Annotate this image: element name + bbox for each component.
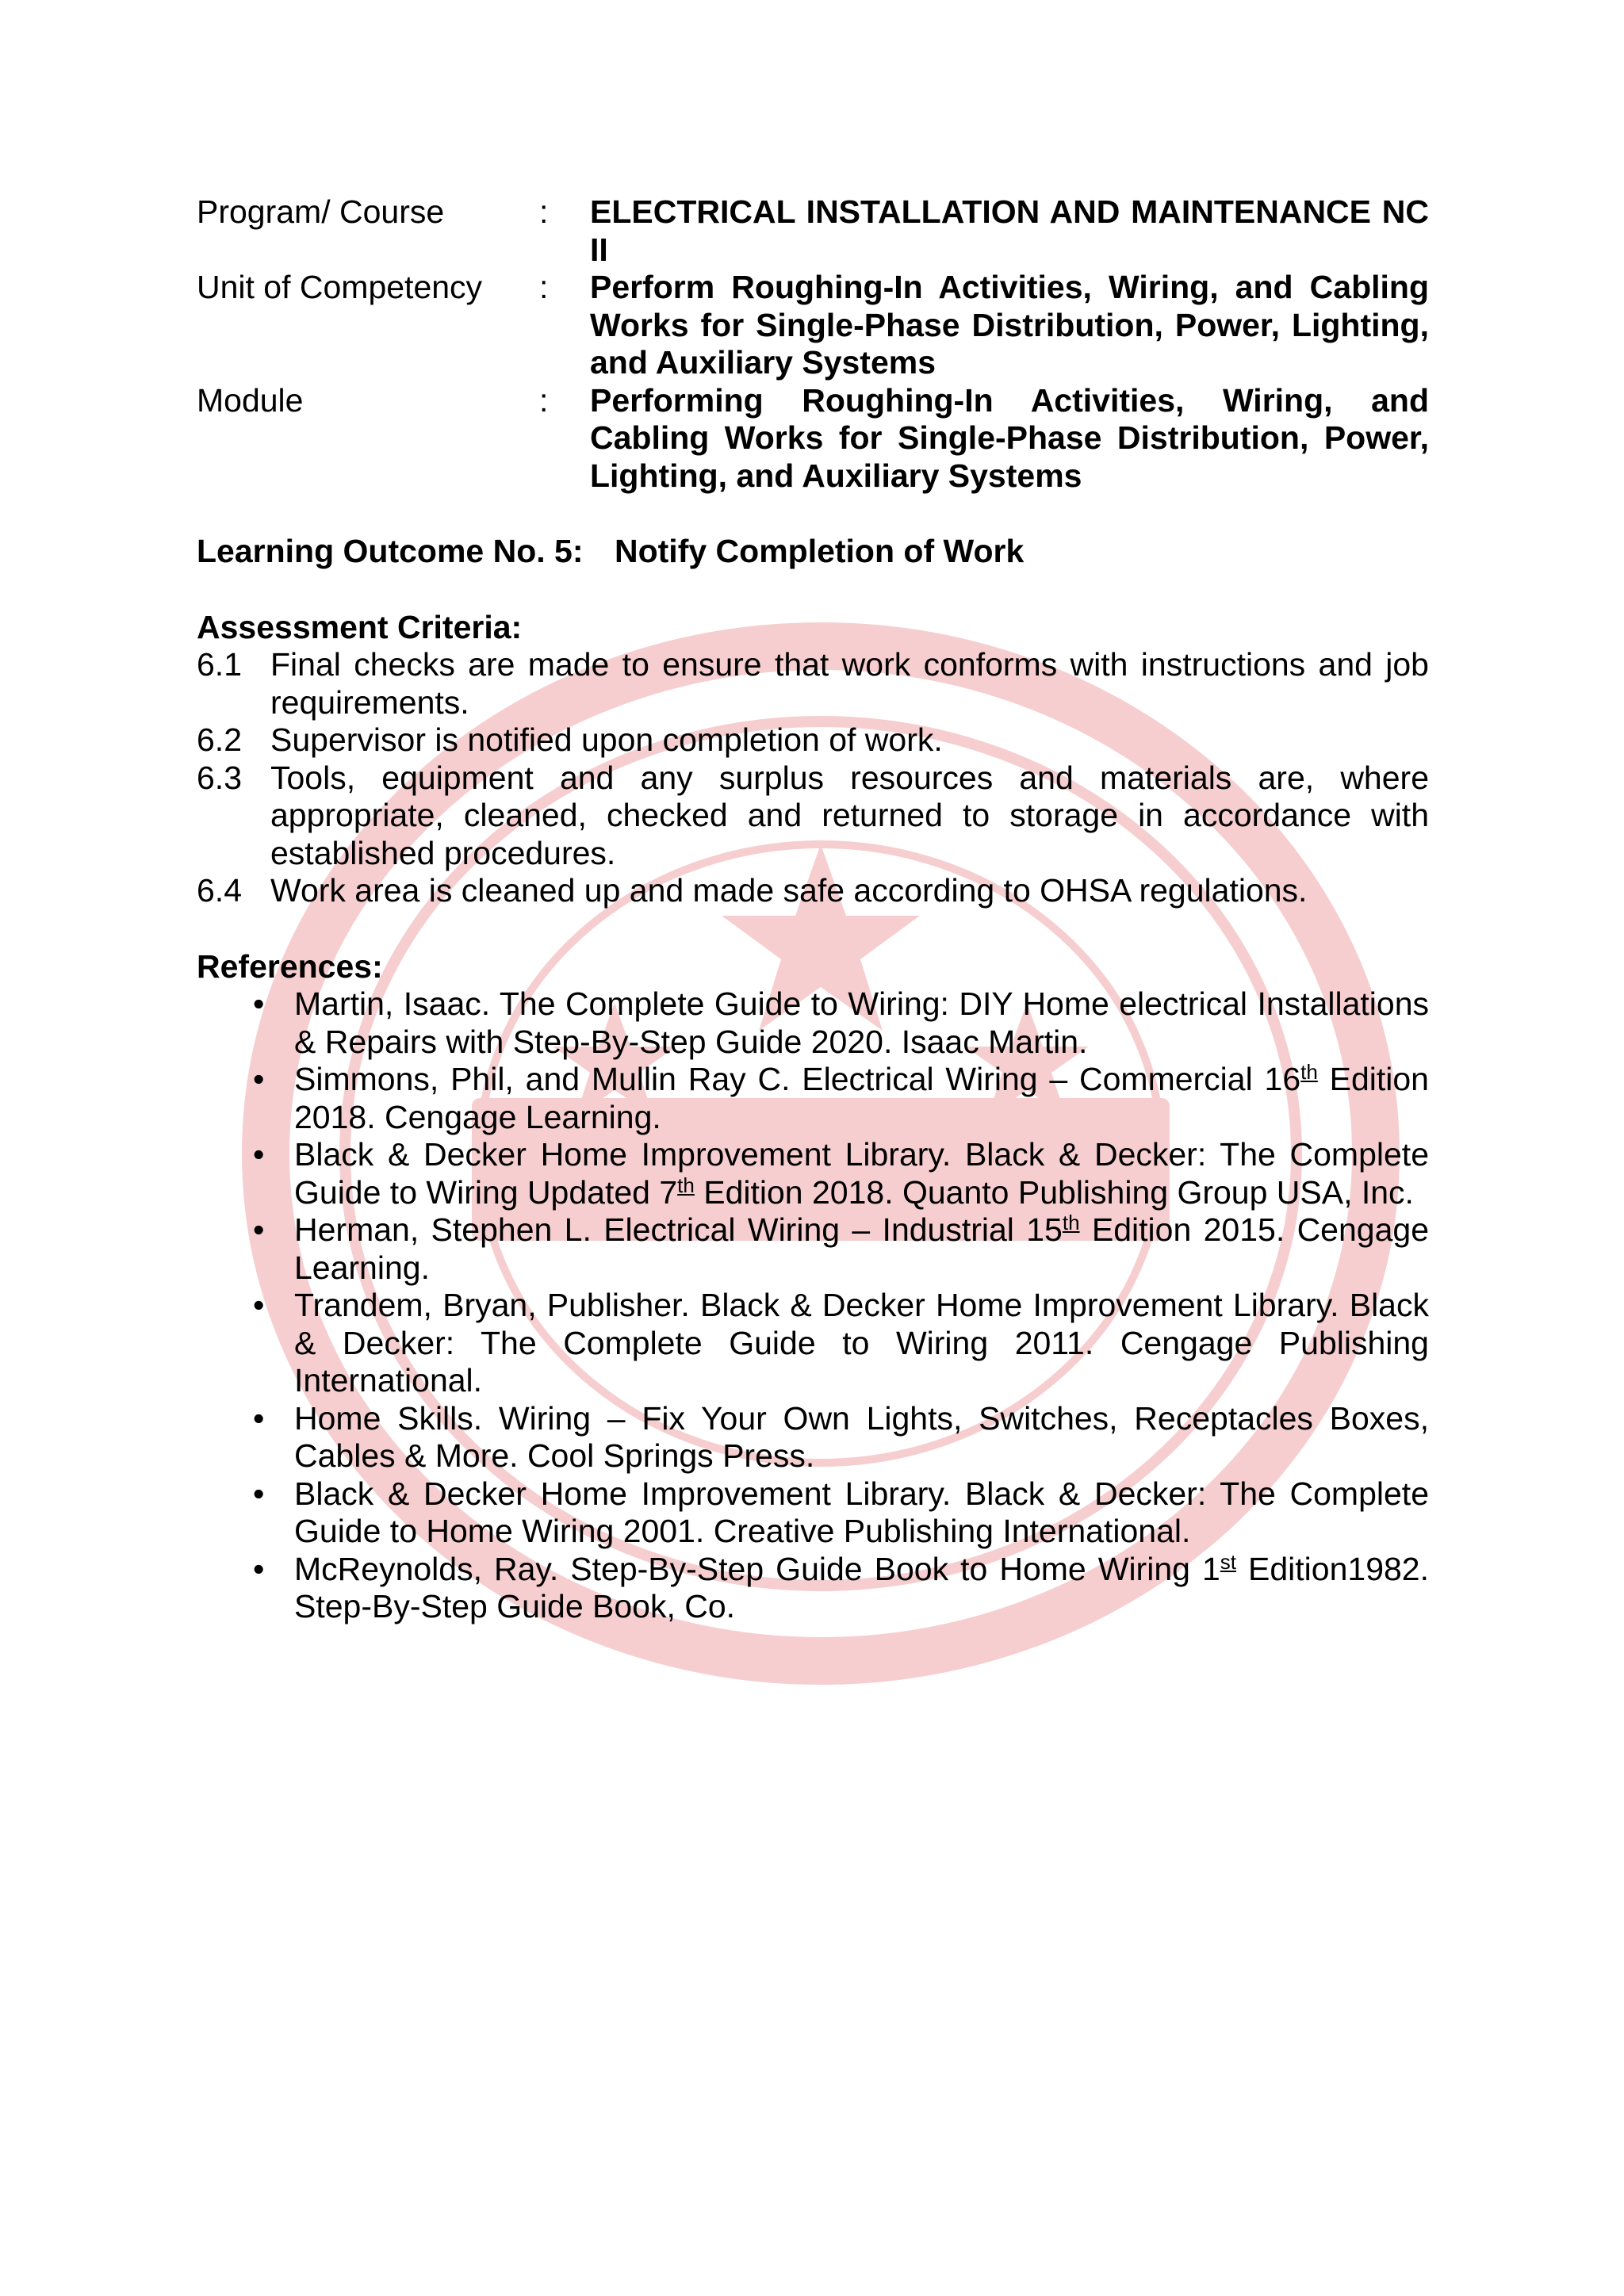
reference-ordinal-suffix: th [1300,1060,1318,1084]
criteria-number: 6.1 [197,646,242,683]
criteria-text: Final checks are made to ensure that work conforms with instructions and job requirements. [270,646,1429,721]
reference-ordinal-suffix: th [1062,1211,1080,1234]
header-row-program [197,193,1429,269]
bullet-icon [197,1287,294,1400]
criteria-item [197,760,1429,873]
bullet-glyph: • [253,1136,265,1173]
reference-ordinal-suffix: st [1220,1549,1236,1574]
header-colon: : [539,269,549,305]
header-value: ELECTRICAL INSTALLATION AND MAINTENANCE NC II [590,193,1429,268]
reference-text-main: Simmons, Phil, and Mullin Ray C. Electrical Wiring – Commercial 16 [294,1061,1301,1097]
header-row-module [197,382,1429,496]
criteria-number: 6.2 [197,721,242,758]
bullet-glyph: • [253,1061,265,1097]
reference-text [294,1136,1429,1211]
criteria-number: 6.4 [197,872,242,909]
reference-item [197,1061,1429,1136]
reference-text-main: Trandem, Bryan, Publisher. Black & Decker Home Improvement Library. Black & Decker: The Complete Guide to Wiring 2011. Cengage Publishing International. [294,1287,1429,1399]
reference-ordinal-suffix: th [677,1173,695,1197]
header-colon: : [539,193,549,230]
reference-text-main: Herman, Stephen L. Electrical Wiring – Industrial 15 [294,1211,1063,1248]
header-colon: : [539,381,549,419]
bullet-icon [197,1475,294,1551]
reference-item [197,1211,1429,1287]
reference-text [294,1400,1429,1475]
reference-text-main: Black & Decker Home Improvement Library. Black & Decker: The Complete Guide to Home Wiring 2001. Creative Publishing International. [294,1475,1429,1549]
reference-text [294,985,1429,1061]
reference-text-rest: Edition 2015. Cengage Learning. [294,1211,1429,1286]
criteria-number: 6.3 [197,759,242,796]
bullet-icon [197,1211,294,1287]
reference-item [197,1475,1429,1551]
assessment-criteria-title: Assessment Criteria: [197,608,523,645]
document-content [197,193,1429,1626]
reference-text [294,1287,1429,1400]
header-table [197,193,1429,495]
learning-outcome-heading [197,533,1429,571]
reference-item [197,985,1429,1061]
header-label: Unit of Competency [197,269,483,305]
criteria-text: Work area is cleaned up and made safe according to OHSA regulations. [270,872,1308,909]
bullet-glyph: • [253,985,265,1022]
bullet-icon [197,1136,294,1211]
criteria-item [197,721,1429,760]
bullet-glyph: • [253,1550,265,1587]
header-row-unit [197,269,1429,382]
bullet-icon [197,1400,294,1475]
reference-text-rest: Edition 2018. Cengage Learning. [294,1061,1429,1135]
reference-item [197,1400,1429,1475]
criteria-text: Tools, equipment and any surplus resources and materials are, where appropriate, cleaned, checked and returned to storage in accordance with established procedures. [270,759,1429,871]
reference-item [197,1287,1429,1400]
reference-text-rest: Edition 2018. Quanto Publishing Group USA, Inc. [694,1173,1414,1211]
header-label: Module [197,381,304,419]
criteria-item [197,872,1429,910]
bullet-icon [197,985,294,1061]
reference-text-main: Home Skills. Wiring – Fix Your Own Lights, Switches, Receptacles Boxes, Cables & More. Cool Springs Press. [294,1399,1429,1474]
references-list [197,985,1429,1626]
reference-text-main: McReynolds, Ray. Step-By-Step Guide Book to Home Wiring 1 [294,1550,1220,1587]
criteria-text: Supervisor is notified upon completion of work. [270,721,943,758]
reference-text [294,1211,1429,1287]
header-label: Program/ Course [197,193,445,230]
bullet-icon [197,1551,294,1626]
bullet-glyph: • [253,1475,265,1512]
learning-outcome-number: Learning Outcome No. 5: [197,533,584,569]
bullet-glyph: • [253,1399,265,1437]
references-title: References: [197,947,383,985]
bullet-glyph: • [253,1287,265,1323]
reference-text [294,1475,1429,1551]
reference-text [294,1551,1429,1626]
learning-outcome-title: Notify Completion of Work [615,533,1025,569]
reference-item [197,1136,1429,1211]
bullet-glyph: • [253,1211,265,1248]
reference-text-main: Black & Decker Home Improvement Library. Black & Decker: The Complete Guide to Wiring Updated 7 [294,1136,1429,1211]
reference-item [197,1551,1429,1626]
header-value: Performing Roughing-In Activities, Wiring, and Cabling Works for Single-Phase Distribution, Power, Lighting, and Auxiliary Systems [590,381,1429,494]
reference-text-main: Martin, Isaac. The Complete Guide to Wiring: DIY Home electrical Installations & Repairs with Step-By-Step Guide 2020. Isaac Martin. [294,985,1429,1060]
reference-text-rest: Edition1982. Step-By-Step Guide Book, Co. [294,1550,1429,1624]
header-value: Perform Roughing-In Activities, Wiring, and Cabling Works for Single-Phase Distribution, Power, Lighting, and Auxiliary Systems [590,269,1429,381]
bullet-icon [197,1061,294,1136]
criteria-item [197,646,1429,721]
assessment-criteria-list [197,646,1429,910]
reference-text [294,1061,1429,1136]
